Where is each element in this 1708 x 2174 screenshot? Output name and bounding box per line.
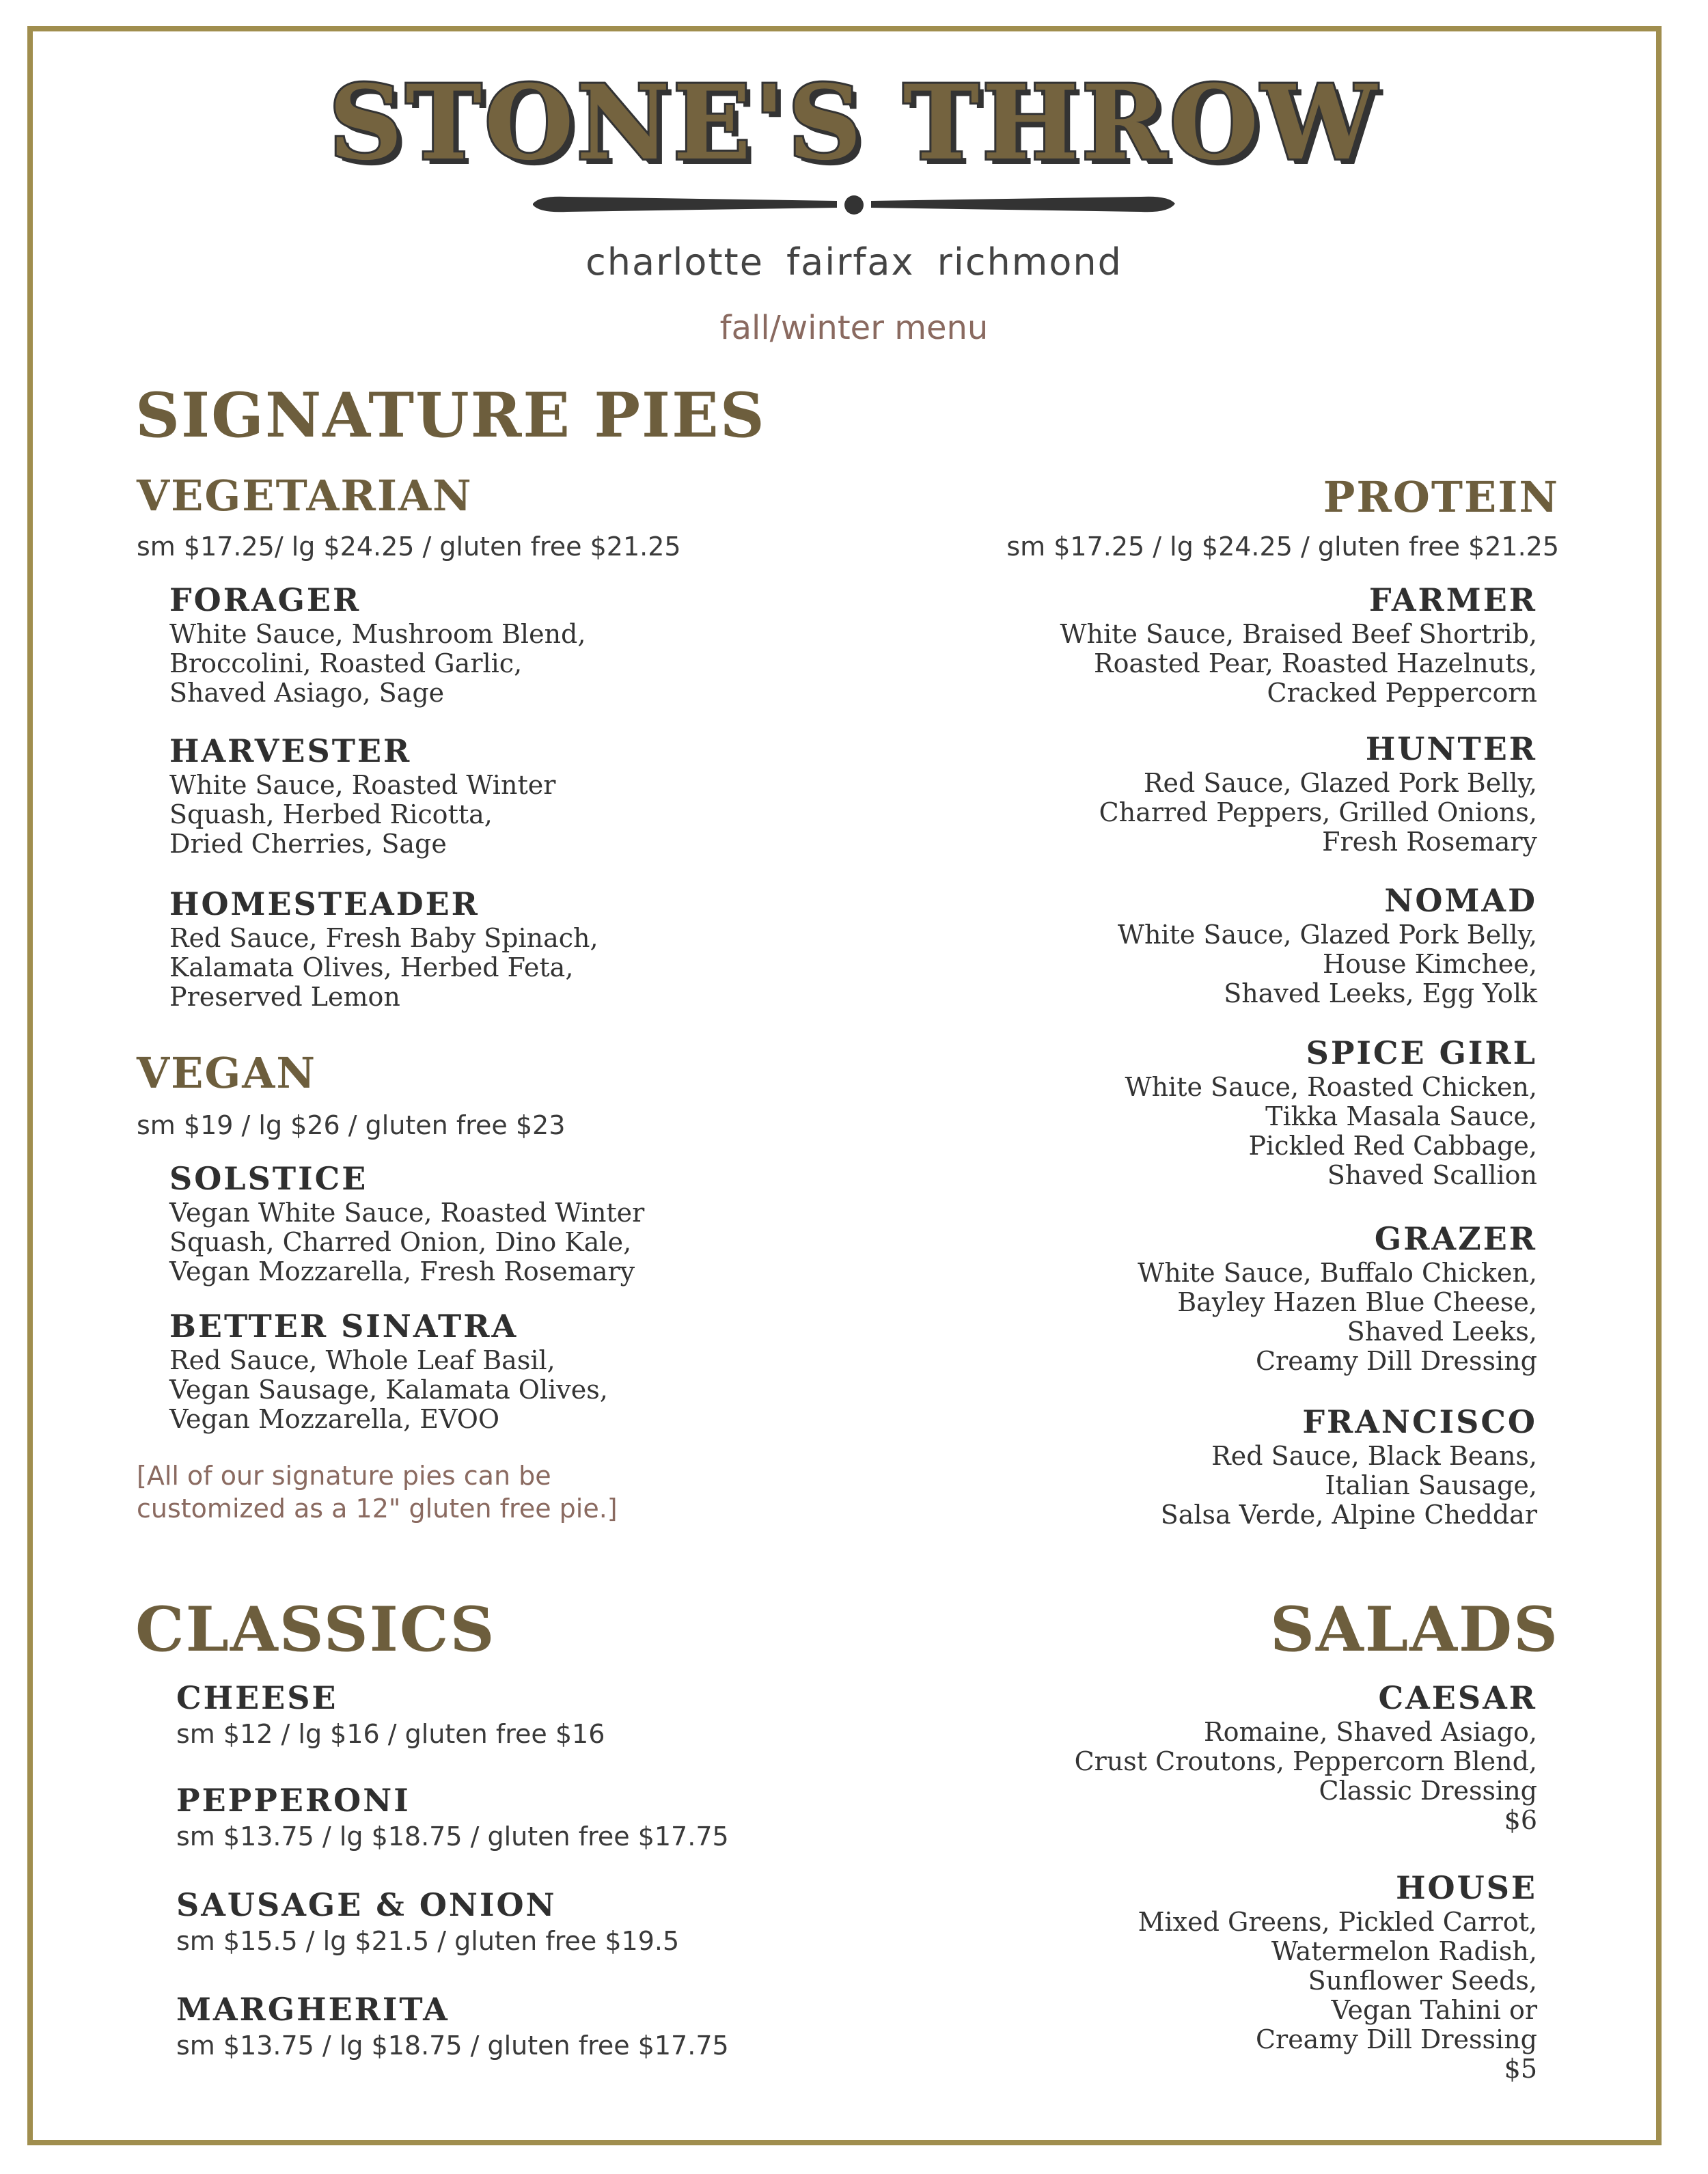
item-name: HARVESTER — [169, 732, 412, 769]
item-name: GRAZER — [1374, 1220, 1537, 1257]
item-description: White Sauce, Buffalo Chicken, Bayley Hazen Blue Cheese, Shaved Leeks, Creamy Dill Dressing — [1138, 1258, 1537, 1376]
vegan-price: sm $19 / lg $26 / gluten free $23 — [137, 1110, 566, 1140]
menu-item — [176, 1782, 729, 1852]
menu-item — [1138, 1220, 1537, 1376]
menu-item — [169, 885, 598, 1012]
menu-item — [176, 1991, 729, 2061]
menu-item — [169, 1310, 608, 1434]
item-price: sm $15.5 / lg $21.5 / gluten free $19.5 — [176, 1926, 680, 1956]
item-description: Red Sauce, Fresh Baby Spinach, Kalamata Olives, Herbed Feta, Preserved Lemon — [169, 923, 598, 1012]
item-description: Red Sauce, Whole Leaf Basil, Vegan Sausage, Kalamata Olives, Vegan Mozzarella, EVOO — [169, 1345, 608, 1434]
item-description: Red Sauce, Black Beans, Italian Sausage, Salsa Verde, Alpine Cheddar — [1160, 1441, 1537, 1530]
item-description: Red Sauce, Glazed Pork Belly, Charred Peppers, Grilled Onions, Fresh Rosemary — [1099, 768, 1537, 857]
item-description: Romaine, Shaved Asiago, Crust Croutons, Peppercorn Blend, Classic Dressing $6 — [1074, 1717, 1537, 1835]
vegetarian-price: sm $17.25/ lg $24.25 / gluten free $21.25 — [137, 532, 681, 562]
item-description: White Sauce, Roasted Winter Squash, Herbed Ricotta, Dried Cherries, Sage — [169, 770, 556, 859]
item-description: White Sauce, Glazed Pork Belly, House Kimchee, Shaved Leeks, Egg Yolk — [1117, 920, 1537, 1008]
gluten-free-note: [All of our signature pies can be customized as a 12" gluten free pie.] — [137, 1461, 618, 1524]
item-price: sm $13.75 / lg $18.75 / gluten free $17.75 — [176, 2031, 729, 2061]
item-price: sm $12 / lg $16 / gluten free $16 — [176, 1719, 605, 1749]
salads-heading: SALADS — [1270, 1593, 1559, 1666]
menu-item — [169, 581, 586, 708]
signature-pies-heading: SIGNATURE PIES — [135, 379, 766, 452]
item-name: FORAGER — [169, 581, 361, 618]
vegetarian-heading: VEGETARIAN — [137, 471, 473, 521]
item-description: White Sauce, Roasted Chicken, Tikka Masala Sauce, Pickled Red Cabbage, Shaved Scallion — [1125, 1072, 1537, 1190]
menu-item — [1060, 581, 1538, 708]
menu-item — [176, 1679, 605, 1749]
menu-item — [1099, 730, 1537, 857]
item-name: CHEESE — [176, 1679, 338, 1716]
menu-item — [1125, 1034, 1537, 1190]
protein-price: sm $17.25 / lg $24.25 / gluten free $21.25 — [1006, 532, 1559, 562]
logo-divider-icon — [526, 184, 1182, 225]
menu-item — [169, 1160, 645, 1286]
classics-heading: CLASSICS — [135, 1593, 496, 1666]
menu-item — [1138, 1869, 1537, 2084]
item-name: FRANCISCO — [1302, 1403, 1537, 1440]
item-name: FARMER — [1368, 581, 1537, 618]
item-description: White Sauce, Mushroom Blend, Broccolini, Roasted Garlic, Shaved Asiago, Sage — [169, 619, 586, 708]
item-name: HUNTER — [1365, 730, 1537, 767]
item-name: BETTER SINATRA — [169, 1308, 519, 1345]
item-name: MARGHERITA — [176, 1991, 450, 2028]
locations: charlotte fairfax richmond — [586, 240, 1122, 284]
item-name: HOUSE — [1396, 1869, 1537, 1906]
menu-item — [1117, 882, 1537, 1008]
menu-item — [176, 1886, 680, 1956]
brand-logo-text: STONE'S THROW — [329, 63, 1379, 183]
menu-item — [169, 732, 556, 859]
item-name: SOLSTICE — [169, 1160, 368, 1197]
item-name: HOMESTEADER — [169, 885, 480, 922]
protein-heading: PROTEIN — [1323, 472, 1559, 522]
item-name: CAESAR — [1378, 1679, 1537, 1716]
item-name: SAUSAGE & ONION — [176, 1886, 557, 1923]
item-description: Vegan White Sauce, Roasted Winter Squash, Charred Onion, Dino Kale, Vegan Mozzarella, Fresh Rosemary — [169, 1198, 645, 1286]
season-label: fall/winter menu — [719, 309, 989, 347]
item-name: SPICE GIRL — [1306, 1034, 1537, 1071]
item-name: NOMAD — [1384, 882, 1537, 919]
item-name: PEPPERONI — [176, 1782, 411, 1819]
menu-item — [1160, 1403, 1537, 1530]
item-description: White Sauce, Braised Beef Shortrib, Roasted Pear, Roasted Hazelnuts, Cracked Peppercorn — [1060, 619, 1537, 708]
menu-item — [1074, 1679, 1537, 1835]
item-description: Mixed Greens, Pickled Carrot, Watermelon Radish, Sunflower Seeds, Vegan Tahini or Creamy Dill Dressing $5 — [1138, 1907, 1537, 2084]
item-price: sm $13.75 / lg $18.75 / gluten free $17.75 — [176, 1821, 729, 1852]
vegan-heading: VEGAN — [137, 1048, 317, 1098]
